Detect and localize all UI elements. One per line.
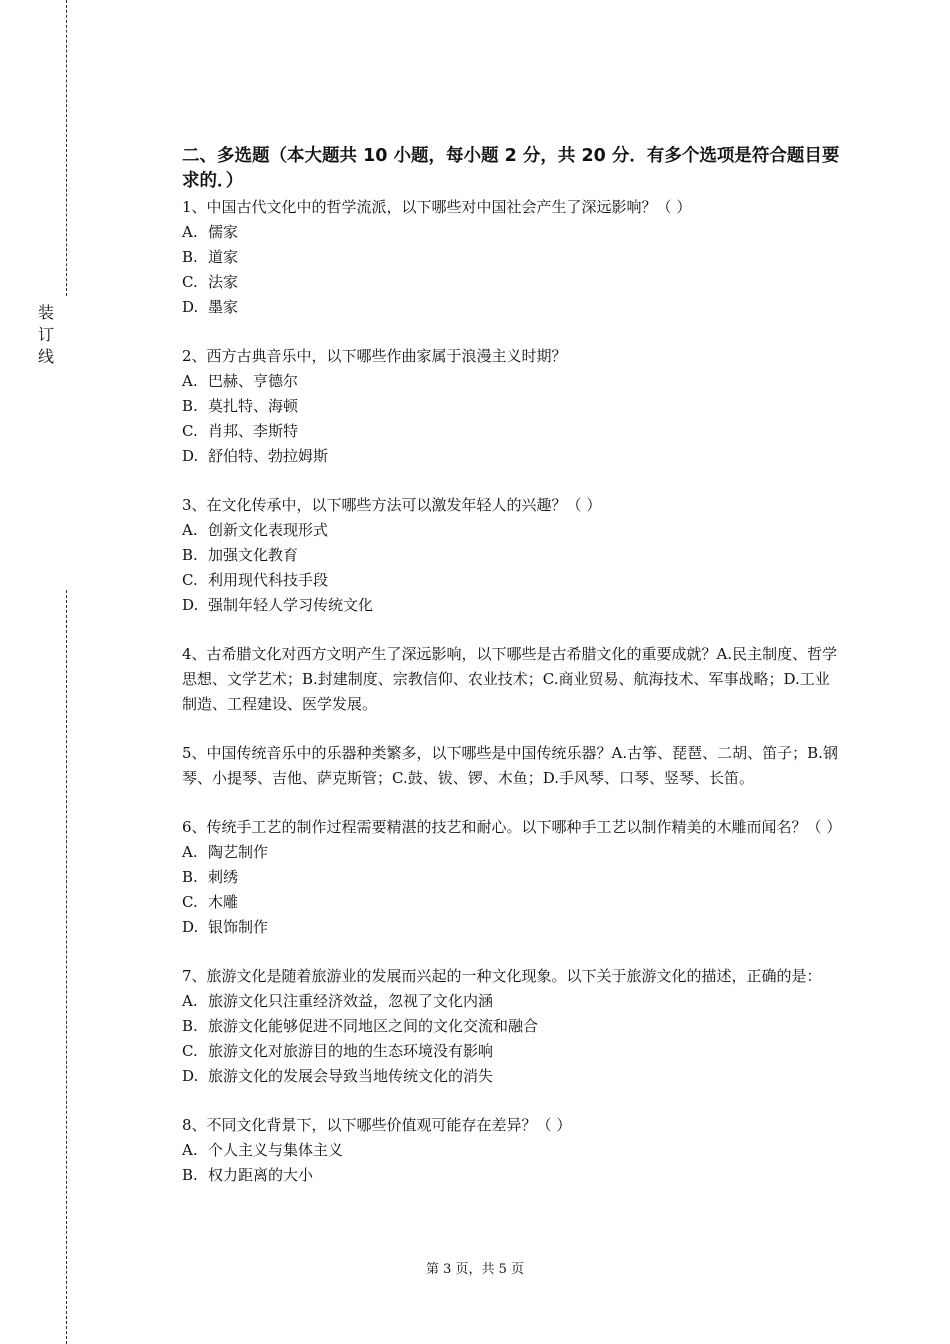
answer-option [182,419,842,444]
answer-option [182,568,842,593]
option-letter: A. [182,1141,198,1159]
question-gap [182,940,842,964]
option-letter: C. [182,571,198,589]
answer-option [182,295,842,320]
option-letter: B. [182,248,198,266]
option-text: 巴赫、亨德尔 [208,372,299,390]
page-footer: 第 3 页，共 5 页 [425,1262,525,1277]
option-text: 旅游文化只注重经济效益，忽视了文化内涵 [208,992,494,1010]
question-stem: 7、旅游文化是随着旅游业的发展而兴起的一种文化现象。以下关于旅游文化的描述，正确的是： [182,967,822,985]
option-text: 法家 [208,273,239,291]
option-letter: A. [182,992,198,1010]
page-content [182,144,842,1188]
option-letter: A. [182,223,198,241]
question-stem: 3、在文化传承中，以下哪些方法可以激发年轻人的兴趣？（ ） [182,496,602,514]
option-text: 强制年轻人学习传统文化 [208,596,374,614]
question-gap [182,618,842,642]
answer-option [182,369,842,394]
question-gap [182,1089,842,1113]
option-letter: A. [182,843,198,861]
question [182,1113,842,1188]
option-letter: A. [182,372,198,390]
answer-option [182,270,842,295]
option-letter: A. [182,521,198,539]
question-gap [182,791,842,815]
answer-option [182,543,842,568]
option-text: 权力距离的大小 [208,1166,314,1184]
question-gap [182,469,842,493]
option-text: 道家 [208,248,239,266]
option-text: 墨家 [208,298,239,316]
answer-option [182,1014,842,1039]
question-stem: 8、不同文化背景下，以下哪些价值观可能存在差异？（ ） [182,1116,572,1134]
option-text: 莫扎特、海顿 [208,397,299,415]
option-text: 旅游文化能够促进不同地区之间的文化交流和融合 [208,1017,539,1035]
question-stem: 1、中国古代文化中的哲学流派，以下哪些对中国社会产生了深远影响？（ ） [182,198,692,216]
answer-option [182,593,842,618]
option-letter: C. [182,273,198,291]
option-text: 儒家 [208,223,239,241]
question-list [182,195,842,1188]
option-letter: B. [182,1166,198,1184]
option-letter: B. [182,546,198,564]
binding-label [36,302,56,368]
option-text: 加强文化教育 [208,546,299,564]
binding-char: 订 [37,325,54,344]
answer-option [182,1064,842,1089]
question [182,344,842,469]
question [182,815,842,940]
option-text: 创新文化表现形式 [208,521,329,539]
question-gap [182,717,842,741]
option-text: 利用现代科技手段 [208,571,329,589]
option-letter: B. [182,1017,198,1035]
answer-option [182,1039,842,1064]
option-text: 刺绣 [208,868,239,886]
option-letter: C. [182,1042,198,1060]
binding-char: 线 [37,347,54,366]
binding-line [66,590,67,1344]
answer-option [182,1138,842,1163]
option-letter: D. [182,596,199,614]
question [182,195,842,320]
question-stem: 2、西方古典音乐中，以下哪些作曲家属于浪漫主义时期？ [182,347,567,365]
option-letter: D. [182,1067,199,1085]
question-stem: 4、古希腊文化对西方文明产生了深远影响，以下哪些是古希腊文化的重要成就？A.民主制度、哲学思想、文学艺术；B.封建制度、宗教信仰、农业技术；C.商业贸易、航海技术、军事战略；D.工业制造、工程建设、医学发展。 [182,645,838,713]
option-text: 木雕 [208,893,239,911]
question [182,964,842,1089]
question [182,642,842,717]
option-text: 陶艺制作 [208,843,269,861]
question-stem: 5、中国传统音乐中的乐器种类繁多，以下哪些是中国传统乐器？A.古筝、琵琶、二胡、笛子；B.钢琴、小提琴、吉他、萨克斯管；C.鼓、钹、锣、木鱼；D.手风琴、口琴、竖琴、长笛。 [182,744,838,787]
answer-option [182,245,842,270]
answer-option [182,1163,842,1188]
option-text: 银饰制作 [208,918,269,936]
question [182,493,842,618]
option-text: 旅游文化的发展会导致当地传统文化的消失 [208,1067,494,1085]
answer-option [182,518,842,543]
answer-option [182,989,842,1014]
binding-char: 装 [37,303,54,322]
option-text: 个人主义与集体主义 [208,1141,344,1159]
option-text: 旅游文化对旅游目的地的生态环境没有影响 [208,1042,494,1060]
binding-line [66,0,67,296]
answer-option [182,444,842,469]
option-letter: D. [182,918,199,936]
option-letter: B. [182,397,198,415]
option-text: 肖邦、李斯特 [208,422,299,440]
answer-option [182,915,842,940]
answer-option [182,890,842,915]
option-letter: D. [182,447,199,465]
answer-option [182,840,842,865]
option-letter: D. [182,298,199,316]
question-gap [182,320,842,344]
option-letter: B. [182,868,198,886]
answer-option [182,220,842,245]
option-text: 舒伯特、勃拉姆斯 [208,447,329,465]
question [182,741,842,791]
option-letter: C. [182,422,198,440]
answer-option [182,865,842,890]
option-letter: C. [182,893,198,911]
answer-option [182,394,842,419]
section-title: 二、多选题（本大题共 10 小题，每小题 2 分，共 20 分．有多个选项是符合题目要求的．） [182,146,840,191]
question-stem: 6、传统手工艺的制作过程需要精湛的技艺和耐心。以下哪种手工艺以制作精美的木雕而闻名？（ ） [182,818,842,836]
